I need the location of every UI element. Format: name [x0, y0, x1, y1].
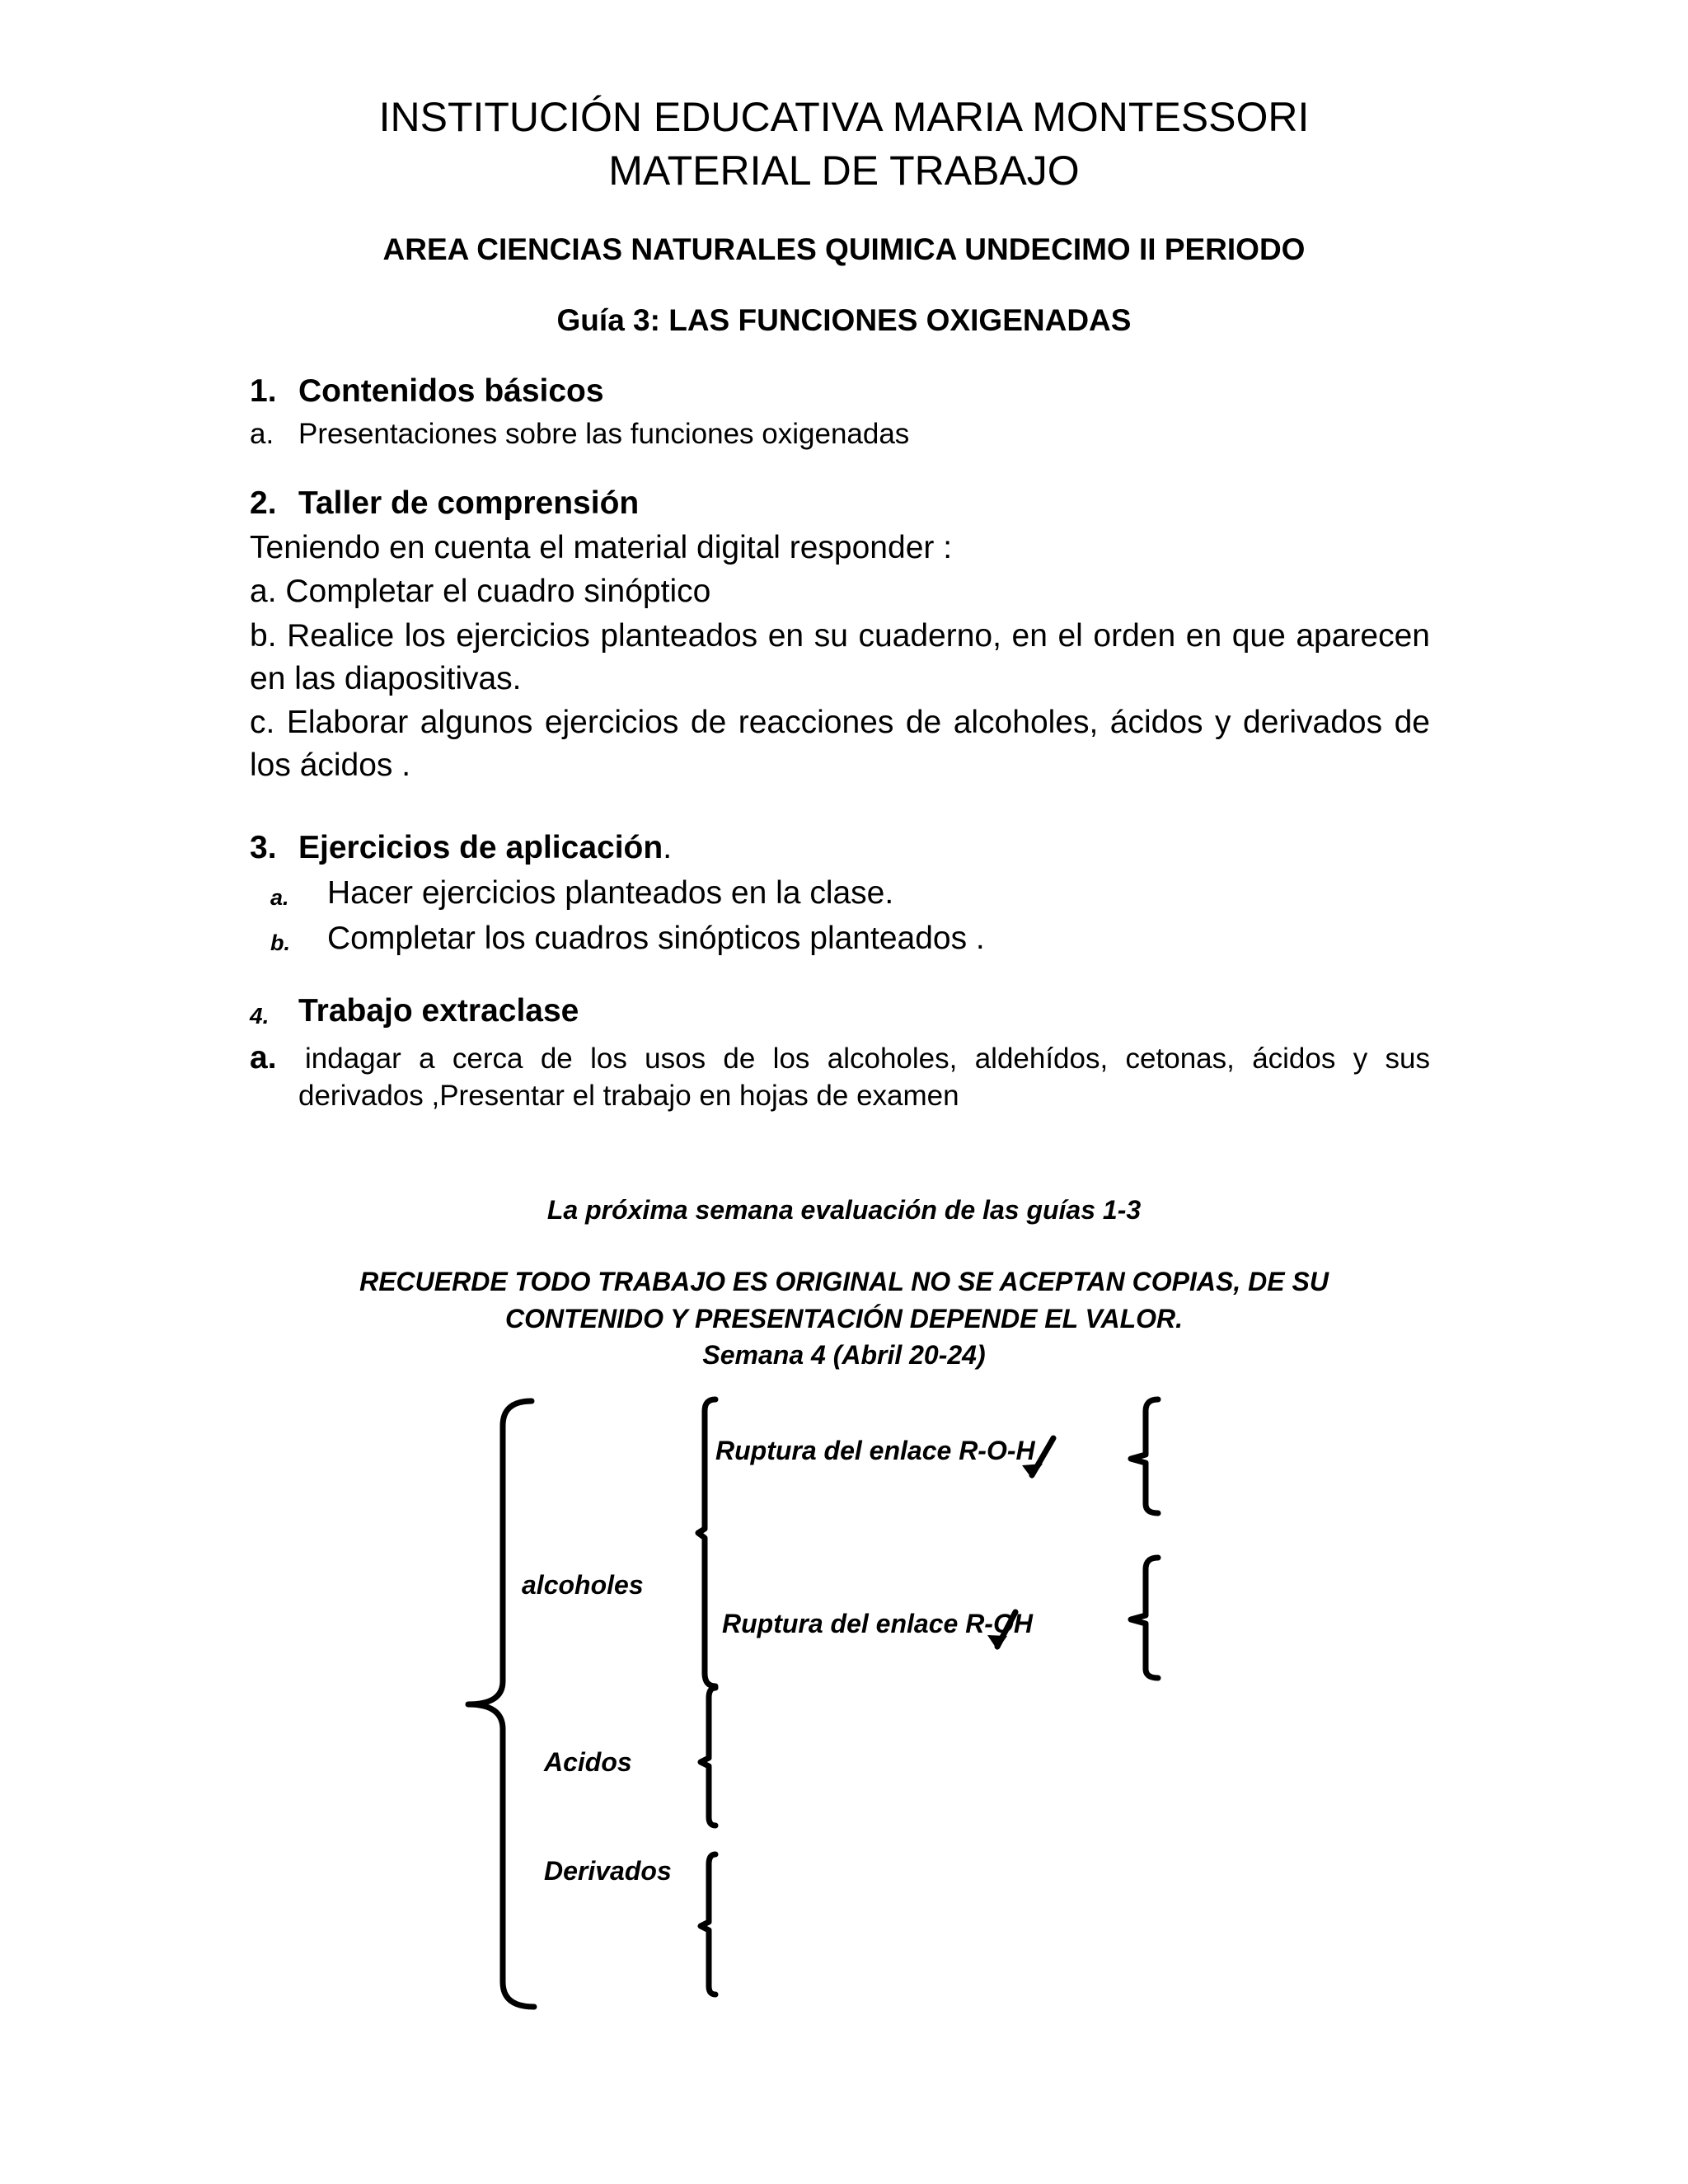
section-4-item-a-marker: a.: [250, 1040, 277, 1076]
rupture-2-bracket: [1131, 1558, 1158, 1678]
acidos-bracket: [701, 1688, 715, 1825]
reminder-line1: RECUERDE TODO TRABAJO ES ORIGINAL NO SE ACEPTAN COPIAS, DE SU: [359, 1267, 1329, 1296]
section-2-item-a: a. Completar el cuadro sinóptico: [250, 574, 711, 609]
section-1-item-a-marker: a.: [250, 418, 274, 450]
section-1-item-a: Presentaciones sobre las funciones oxigenadas: [298, 418, 910, 450]
section-2-item-c-line1: c. Elaborar algunos ejercicios de reacciones de alcoholes, ácidos y derivados de: [250, 705, 1430, 740]
guide-heading: Guía 3: LAS FUNCIONES OXIGENADAS: [556, 303, 1132, 337]
section-3-item-a: Hacer ejercicios planteados en la clase.: [327, 875, 894, 911]
area-heading: AREA CIENCIAS NATURALES QUIMICA UNDECIMO II PERIODO: [382, 232, 1306, 266]
section-3-title-end: .: [663, 830, 673, 865]
section-3-number: 3.: [250, 830, 277, 865]
main-bracket: [468, 1401, 534, 2007]
section-1-number: 1.: [250, 373, 277, 409]
section-3-item-a-marker: a.: [270, 885, 289, 910]
section-3-item-b: Completar los cuadros sinópticos planteados .: [327, 921, 985, 956]
section-3-title: Ejercicios de aplicación: [298, 830, 663, 865]
section-4-item-a-line1: indagar a cerca de los usos de los alcoholes, aldehídos, cetonas, ácidos y sus: [305, 1043, 1430, 1075]
section-2-title: Taller de comprensión: [298, 485, 640, 521]
acidos-label: Acidos: [544, 1747, 632, 1777]
alcoholes-bracket: [698, 1399, 715, 1686]
section-4-title: Trabajo extraclase: [298, 993, 579, 1029]
rupture-2-label: Ruptura del enlace R-OH: [722, 1609, 1033, 1638]
section-2-item-b-line2: en las diapositivas.: [250, 661, 522, 696]
reminder-line2: CONTENIDO Y PRESENTACIÓN DEPENDE EL VALOR.: [504, 1304, 1184, 1333]
section-2-intro: Teniendo en cuenta el material digital responder :: [250, 530, 953, 565]
derivados-bracket: [701, 1854, 715, 1994]
section-3-item-b-marker: b.: [270, 930, 290, 955]
evaluation-note: La próxima semana evaluación de las guías 1-3: [546, 1195, 1142, 1225]
week-note: Semana 4 (Abril 20-24): [702, 1340, 986, 1370]
institution-title: INSTITUCIÓN EDUCATIVA MARIA MONTESSORI: [378, 94, 1310, 140]
section-2-item-c-line2: los ácidos .: [250, 748, 411, 783]
section-2-number: 2.: [250, 485, 277, 521]
section-4-item-a-line2: derivados ,Presentar el trabajo en hojas de examen: [298, 1080, 959, 1112]
derivados-label: Derivados: [544, 1856, 672, 1886]
section-1-title: Contenidos básicos: [298, 373, 604, 409]
section-2-item-b-line1: b. Realice los ejercicios planteados en su cuaderno, en el orden en que aparecen: [250, 618, 1430, 654]
rupture-1-bracket: [1131, 1399, 1158, 1513]
rupture-1-label: Ruptura del enlace R-O-H: [715, 1436, 1035, 1465]
material-title: MATERIAL DE TRABAJO: [608, 148, 1080, 194]
alcoholes-label: alcoholes: [522, 1570, 644, 1600]
section-4-number: 4.: [250, 1003, 270, 1029]
